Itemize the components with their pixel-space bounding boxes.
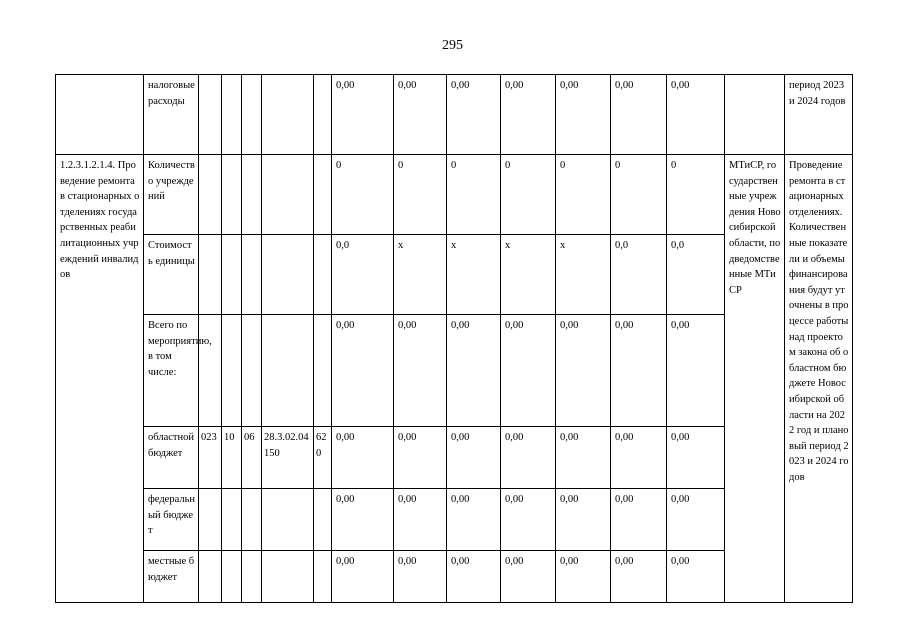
code-rz — [222, 155, 242, 235]
result-cell: период 2023 и 2024 годов — [785, 75, 853, 155]
value-cell: 0,00 — [556, 489, 611, 551]
value-cell: 0,00 — [447, 551, 501, 603]
value-cell: 0,00 — [611, 551, 667, 603]
row-label: Всего по мероприятию, в том числе: — [144, 315, 199, 427]
code-rz — [222, 235, 242, 315]
value-cell: 0,00 — [556, 427, 611, 489]
value-cell: 0,00 — [501, 427, 556, 489]
code-pr — [242, 315, 262, 427]
code-pr — [242, 235, 262, 315]
value-cell: 0,00 — [394, 75, 447, 155]
code-grbs — [199, 235, 222, 315]
value-cell: 0,00 — [611, 427, 667, 489]
row-label: местные бюджет — [144, 551, 199, 603]
code-rz: 10 — [222, 427, 242, 489]
value-cell: 0,00 — [667, 315, 725, 427]
value-cell: 0 — [501, 155, 556, 235]
value-cell: 0,00 — [556, 75, 611, 155]
value-cell: 0,00 — [447, 489, 501, 551]
value-cell: 0,00 — [501, 489, 556, 551]
value-cell: 0 — [667, 155, 725, 235]
value-cell: 0,00 — [447, 427, 501, 489]
measure-cell — [56, 75, 144, 155]
code-csr — [262, 235, 314, 315]
code-csr — [262, 551, 314, 603]
code-pr — [242, 155, 262, 235]
value-cell: x — [447, 235, 501, 315]
code-rz — [222, 489, 242, 551]
value-cell: 0,00 — [501, 315, 556, 427]
budget-table — [55, 74, 853, 603]
measure-cell: 1.2.3.1.2.1.4. Проведение ремонта в стационарных отделениях государственных реабилитационных учреждений инвалидов — [56, 155, 144, 603]
code-pr — [242, 551, 262, 603]
value-cell: 0,00 — [667, 489, 725, 551]
code-csr: 28.3.02.04150 — [262, 427, 314, 489]
value-cell: 0,0 — [611, 235, 667, 315]
page-number: 295 — [442, 38, 463, 53]
value-cell: 0 — [447, 155, 501, 235]
code-vr — [314, 489, 332, 551]
code-pr — [242, 489, 262, 551]
code-grbs — [199, 155, 222, 235]
value-cell: 0,00 — [332, 75, 394, 155]
value-cell: 0,00 — [556, 551, 611, 603]
value-cell: 0,00 — [501, 75, 556, 155]
value-cell: 0,00 — [611, 75, 667, 155]
code-rz — [222, 315, 242, 427]
value-cell: x — [556, 235, 611, 315]
code-csr — [262, 75, 314, 155]
result-cell: Проведение ремонта в стационарных отделениях. Количественные показатели и объемы финансирования будут уточнены в процессе работы над проектом закона об областном бюджете Новосибирской области на 2022 год и плановый период 2023 и 2024 годов — [785, 155, 853, 603]
value-cell: 0 — [556, 155, 611, 235]
table-row — [56, 155, 853, 235]
value-cell: 0,00 — [332, 489, 394, 551]
row-label: Количество учреждений — [144, 155, 199, 235]
code-rz — [222, 551, 242, 603]
value-cell: 0 — [394, 155, 447, 235]
executor-cell — [725, 75, 785, 155]
code-csr — [262, 315, 314, 427]
code-pr: 06 — [242, 427, 262, 489]
value-cell: 0,00 — [556, 315, 611, 427]
value-cell: x — [501, 235, 556, 315]
value-cell: 0,00 — [394, 489, 447, 551]
value-cell: 0,00 — [611, 315, 667, 427]
code-csr — [262, 155, 314, 235]
value-cell: 0,00 — [394, 551, 447, 603]
code-vr — [314, 235, 332, 315]
code-rz — [222, 75, 242, 155]
value-cell: 0,00 — [394, 315, 447, 427]
value-cell: 0 — [611, 155, 667, 235]
value-cell: x — [394, 235, 447, 315]
code-vr: 620 — [314, 427, 332, 489]
value-cell: 0,00 — [667, 75, 725, 155]
value-cell: 0,00 — [447, 315, 501, 427]
code-grbs: 023 — [199, 427, 222, 489]
executor-cell: МТиСР, государственные учреждения Новосибирской области, подведомственные МТиСР — [725, 155, 785, 603]
code-vr — [314, 551, 332, 603]
value-cell: 0,00 — [501, 551, 556, 603]
value-cell: 0,00 — [332, 315, 394, 427]
value-cell: 0,00 — [332, 551, 394, 603]
code-vr — [314, 155, 332, 235]
value-cell: 0,00 — [667, 427, 725, 489]
code-grbs — [199, 75, 222, 155]
code-grbs — [199, 315, 222, 427]
table-row — [56, 75, 853, 155]
value-cell: 0,0 — [332, 235, 394, 315]
value-cell: 0,00 — [394, 427, 447, 489]
code-vr — [314, 315, 332, 427]
code-grbs — [199, 489, 222, 551]
value-cell: 0,00 — [611, 489, 667, 551]
row-label: Стоимость единицы — [144, 235, 199, 315]
value-cell: 0,00 — [447, 75, 501, 155]
code-csr — [262, 489, 314, 551]
code-pr — [242, 75, 262, 155]
row-label: областной бюджет — [144, 427, 199, 489]
value-cell: 0,0 — [667, 235, 725, 315]
code-grbs — [199, 551, 222, 603]
value-cell: 0,00 — [667, 551, 725, 603]
row-label: федеральный бюджет — [144, 489, 199, 551]
value-cell: 0 — [332, 155, 394, 235]
value-cell: 0,00 — [332, 427, 394, 489]
row-label: налоговые расходы — [144, 75, 199, 155]
code-vr — [314, 75, 332, 155]
